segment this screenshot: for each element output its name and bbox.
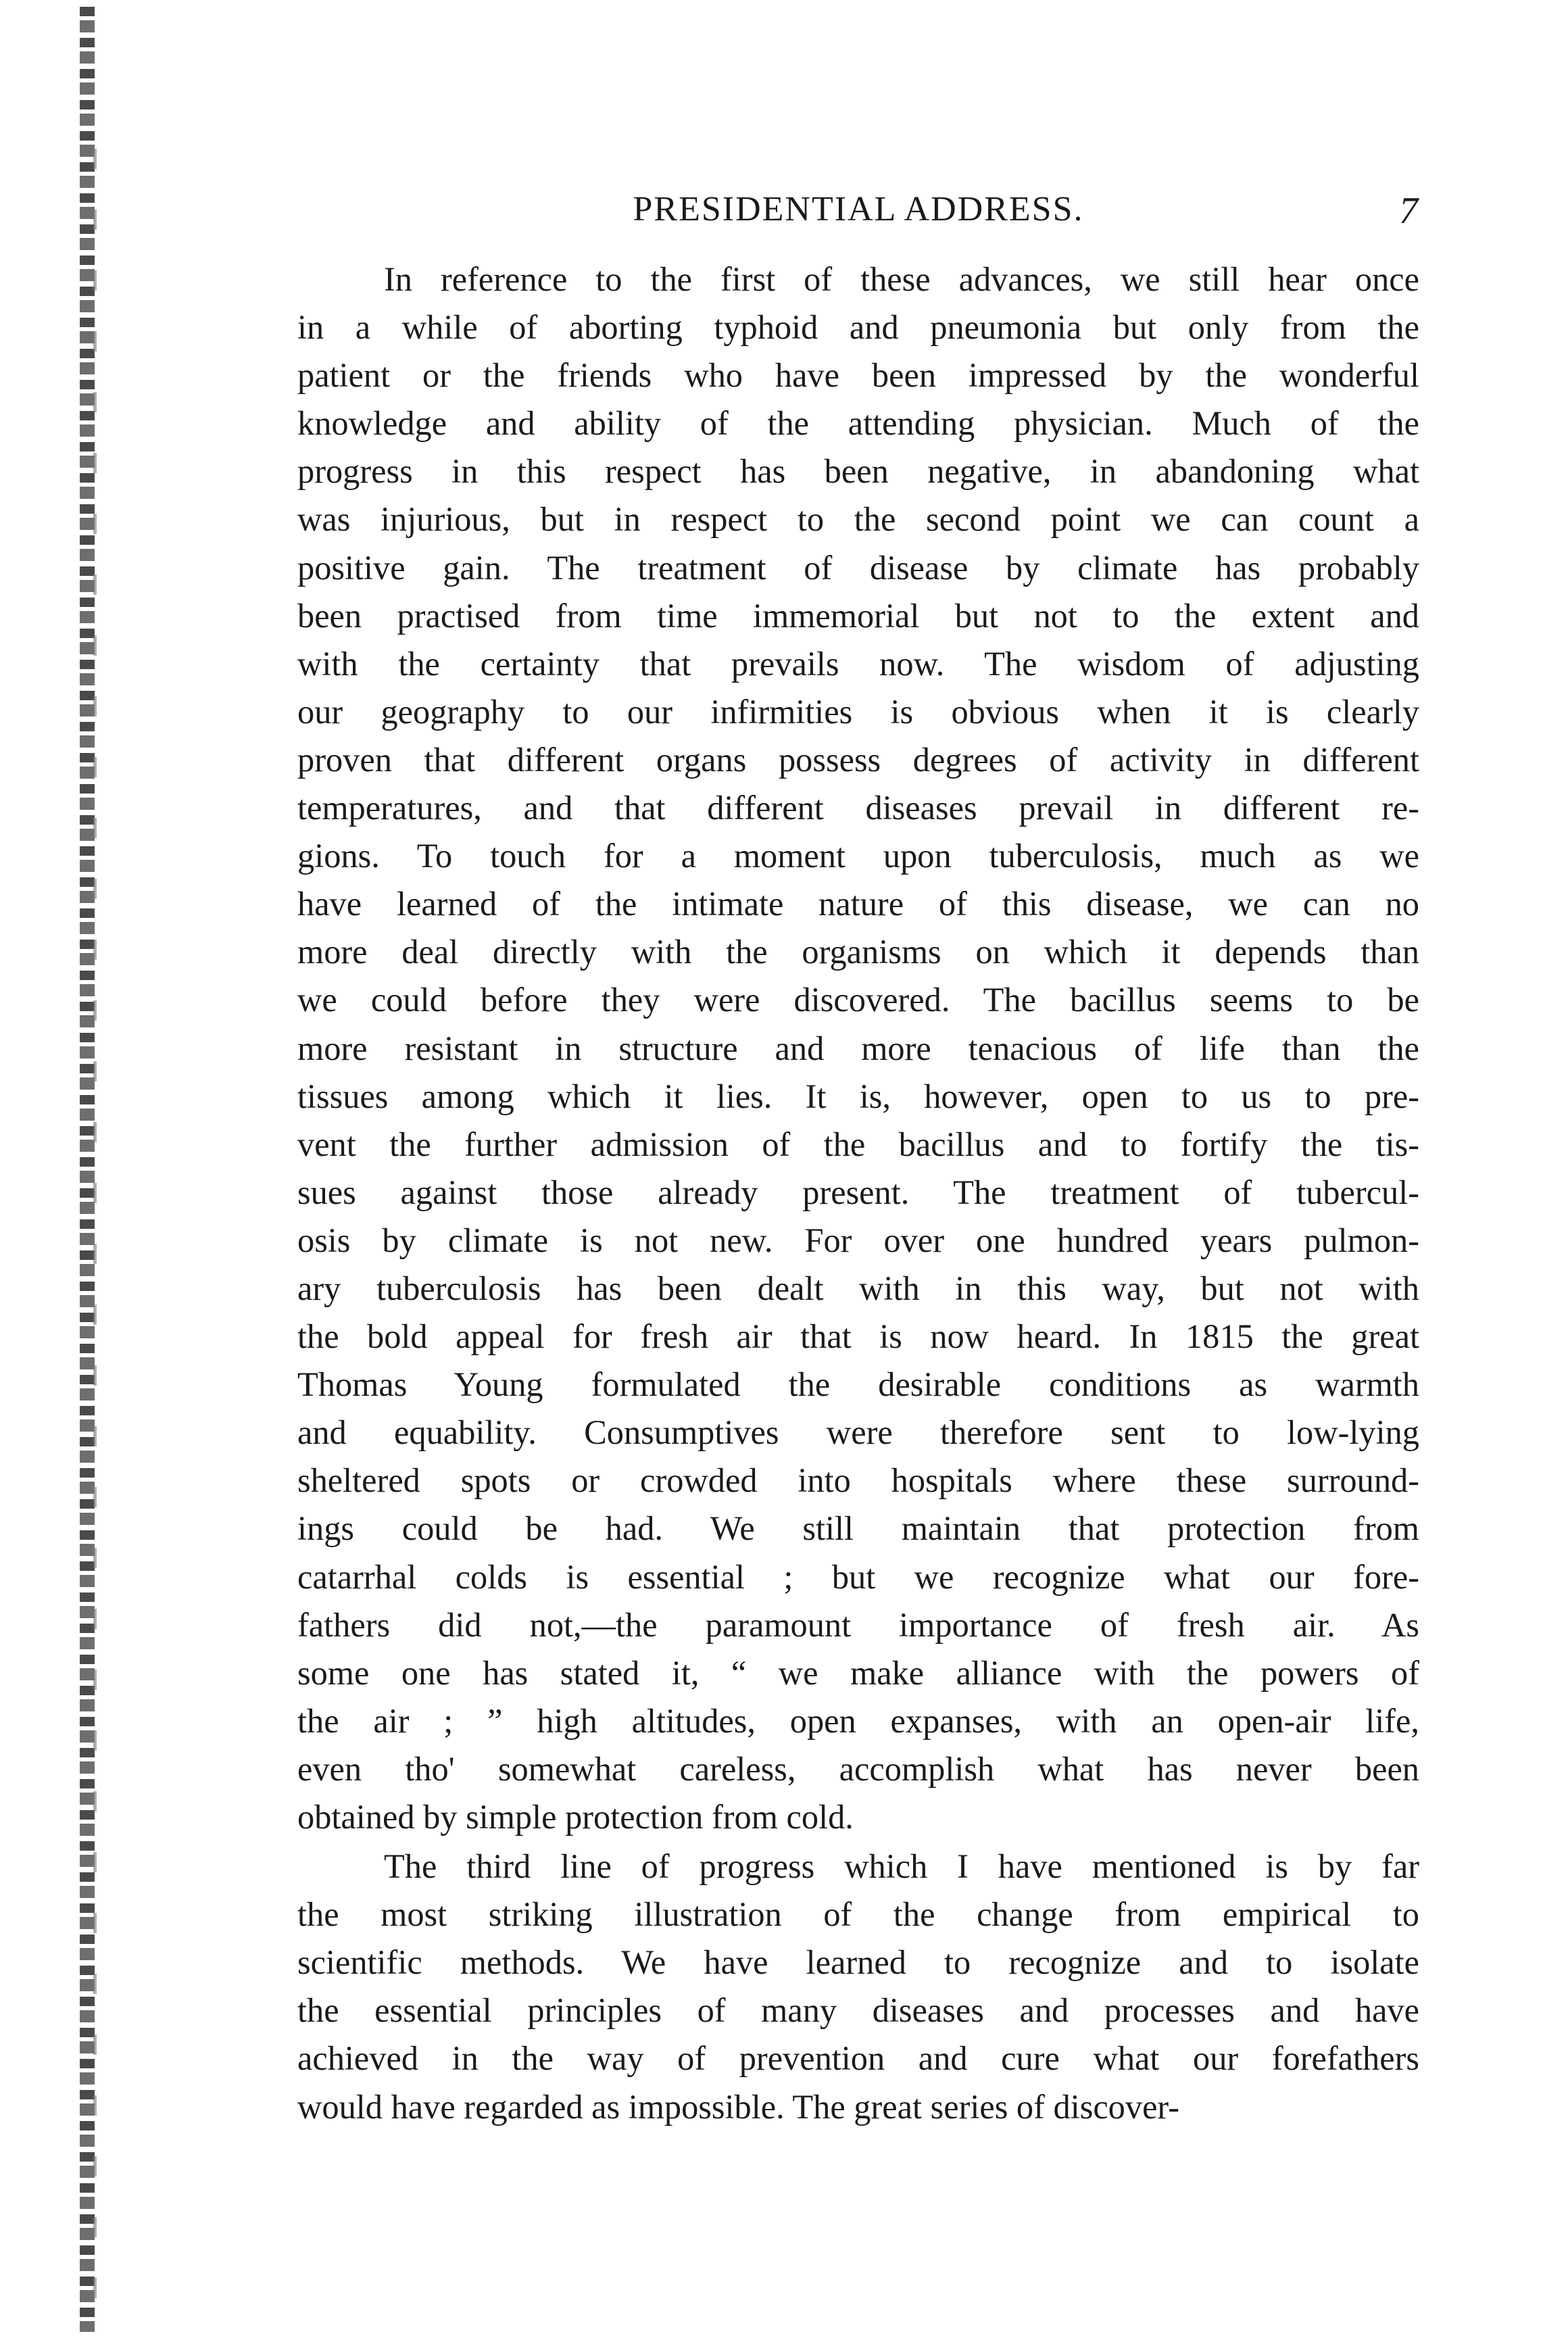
text-line: been practised from time immemorial but not to the extent and bbox=[297, 596, 1419, 635]
paragraph-1 bbox=[297, 256, 1419, 1841]
text-line: and equability. Consumptives were therefore sent to low-lying bbox=[297, 1413, 1419, 1452]
text-line: fathers did not,—the paramount importance of fresh air. As bbox=[297, 1605, 1419, 1644]
scan-binding-shadow bbox=[93, 149, 97, 2332]
text-line: more resistant in structure and more tenacious of life than the bbox=[297, 1029, 1419, 1067]
text-line: patient or the friends who have been impressed by the wonderful bbox=[297, 356, 1419, 395]
text-line: some one has stated it, “ we make alliance with the powers of bbox=[297, 1653, 1419, 1692]
text-line: knowledge and ability of the attending physician. Much of the bbox=[297, 404, 1419, 443]
text-line: we could before they were discovered. The bacillus seems to be bbox=[297, 981, 1419, 1019]
scan-binding-edge bbox=[80, 7, 95, 2332]
text-line: achieved in the way of prevention and cure what our forefathers bbox=[297, 2039, 1419, 2078]
text-line: positive gain. The treatment of disease by climate has probably bbox=[297, 548, 1419, 587]
text-line: sues against those already present. The treatment of tubercul- bbox=[297, 1173, 1419, 1211]
text-line: vent the further admission of the bacillus and to fortify the tis- bbox=[297, 1125, 1419, 1163]
book-page bbox=[297, 189, 1419, 2131]
text-line: Thomas Young formulated the desirable conditions as warmth bbox=[297, 1365, 1419, 1404]
text-line: tissues among which it lies. It is, however, open to us to pre- bbox=[297, 1077, 1419, 1115]
text-line: have learned of the intimate nature of this disease, we can no bbox=[297, 885, 1419, 923]
body-text bbox=[297, 256, 1419, 2131]
text-line: proven that different organs possess degrees of activity in different bbox=[297, 740, 1419, 779]
text-line: ary tuberculosis has been dealt with in this way, but not with bbox=[297, 1269, 1419, 1307]
text-line: the most striking illustration of the change from empirical to bbox=[297, 1895, 1419, 1934]
text-line: ings could be had. We still maintain that protection from bbox=[297, 1509, 1419, 1548]
text-line: catarrhal colds is essential ; but we recognize what our fore- bbox=[297, 1557, 1419, 1596]
text-line: the essential principles of many diseases and processes and have bbox=[297, 1991, 1419, 2030]
running-title: PRESIDENTIAL ADDRESS. bbox=[633, 190, 1084, 228]
text-line: sheltered spots or crowded into hospitals where these surround- bbox=[297, 1461, 1419, 1500]
text-line: progress in this respect has been negative, in abandoning what bbox=[297, 452, 1419, 491]
text-line: obtained by simple protection from cold. bbox=[297, 1798, 854, 1836]
text-line: the air ; ” high altitudes, open expanses, with an open-air life, bbox=[297, 1701, 1419, 1740]
paragraph-2 bbox=[297, 1843, 1419, 2131]
text-line: the bold appeal for fresh air that is now heard. In 1815 the great bbox=[297, 1317, 1419, 1356]
text-line: even tho' somewhat careless, accomplish what has never been bbox=[297, 1749, 1419, 1788]
text-line: was injurious, but in respect to the second point we can count a bbox=[297, 500, 1419, 539]
text-line: scientific methods. We have learned to recognize and to isolate bbox=[297, 1943, 1419, 1982]
text-line: would have regarded as impossible. The great series of discover- bbox=[297, 2087, 1179, 2126]
running-head bbox=[297, 189, 1419, 243]
text-line: our geography to our infirmities is obvious when it is clearly bbox=[297, 692, 1419, 731]
text-line: with the certainty that prevails now. The wisdom of adjusting bbox=[297, 644, 1419, 683]
text-line: osis by climate is not new. For over one hundred years pulmon- bbox=[297, 1221, 1419, 1259]
text-line: more deal directly with the organisms on which it depends than bbox=[297, 933, 1419, 971]
page-number: 7 bbox=[1399, 190, 1419, 232]
text-line: gions. To touch for a moment upon tuberculosis, much as we bbox=[297, 837, 1419, 875]
text-line: In reference to the first of these advances, we still hear once bbox=[384, 260, 1419, 298]
text-line: in a while of aborting typhoid and pneumonia but only from the bbox=[297, 308, 1419, 347]
text-line: temperatures, and that different diseases prevail in different re- bbox=[297, 789, 1419, 827]
text-line: The third line of progress which I have mentioned is by far bbox=[384, 1847, 1419, 1886]
